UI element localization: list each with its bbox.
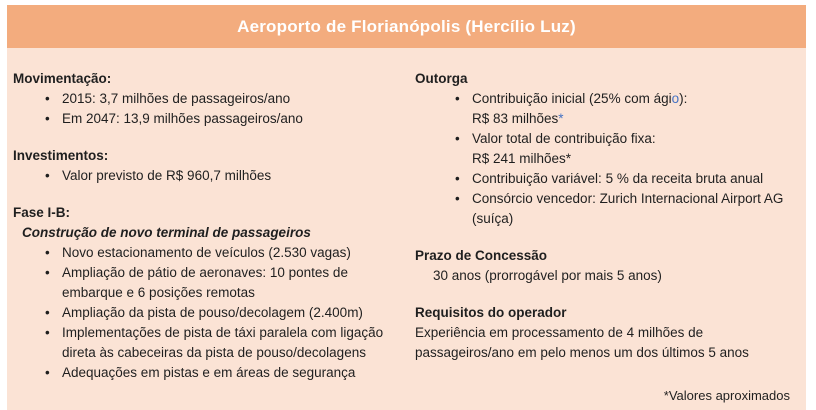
outorga-b1-line1-post: ):: [679, 91, 688, 106]
investimentos-list: [13, 166, 407, 186]
requisitos-body: Experiência em processamento de 4 milhões de passageiros/ano em pelo menos um dos últimos 5 anos: [415, 325, 749, 360]
movimentacao-heading: Movimentação:: [13, 71, 112, 86]
outorga-b1-line2-star: *: [558, 111, 564, 126]
section-requisitos: [415, 303, 806, 363]
list-item: • Contribuição variável: 5 % da receita bruta anual: [472, 169, 806, 189]
section-fase-ib: [13, 203, 407, 383]
movimentacao-list: [13, 89, 407, 129]
list-item: [472, 129, 806, 169]
left-column: [7, 48, 407, 410]
section-investimentos: [13, 146, 407, 186]
fase-ib-heading: Fase I-B:: [13, 205, 71, 220]
right-column: [407, 48, 806, 410]
list-item: • Valor previsto de R$ 960,7 milhões: [62, 166, 407, 186]
section-prazo: [415, 246, 806, 286]
outorga-b1-line1-pre: Contribuição inicial (25% com ági: [472, 91, 672, 106]
fase-ib-list: [13, 243, 407, 383]
prazo-body: 30 anos (prorrogável por mais 5 anos): [433, 268, 662, 283]
list-item: • Adequações em pistas e em áreas de segurança: [62, 363, 407, 383]
list-item: • Ampliação de pátio de aeronaves: 10 pontes de embarque e 6 posições remotas: [62, 263, 407, 303]
requisitos-heading: Requisitos do operador: [415, 305, 567, 320]
list-item: • 2015: 3,7 milhões de passageiros/ano: [62, 89, 407, 109]
page-title: Aeroporto de Florianópolis (Hercílio Luz): [237, 16, 576, 36]
fase-ib-subheading: Construção de novo terminal de passageiros: [22, 225, 311, 240]
list-item: • Implementações de pista de táxi paralela com ligação direta às cabeceiras da pista de pouso/decolagens: [62, 323, 407, 363]
outorga-heading: Outorga: [415, 71, 468, 86]
section-outorga: [415, 69, 806, 229]
list-item: • Novo estacionamento de veículos (2.530 vagas): [62, 243, 407, 263]
list-item: [472, 89, 806, 129]
outorga-b2-line1: Valor total de contribuição fixa:: [472, 131, 656, 146]
list-item: • Ampliação da pista de pouso/decolagem (2.400m): [62, 303, 407, 323]
footnote: *Valores aproximados: [663, 388, 790, 403]
list-item: • Consórcio vencedor: Zurich Internacional Airport AG (suíça): [472, 189, 806, 229]
prazo-heading: Prazo de Concessão: [415, 248, 548, 263]
outorga-list: [415, 89, 806, 229]
slide-body: [7, 48, 806, 410]
outorga-b2-line2: R$ 241 milhões*: [472, 151, 572, 166]
section-movimentacao: [13, 69, 407, 129]
list-item: • Em 2047: 13,9 milhões passageiros/ano: [62, 109, 407, 129]
slide-header: [7, 5, 806, 48]
outorga-b1-line1-blue: o: [671, 91, 680, 106]
investimentos-heading: Investimentos:: [13, 148, 109, 163]
outorga-b1-line2-text: R$ 83 milhões: [472, 111, 559, 126]
